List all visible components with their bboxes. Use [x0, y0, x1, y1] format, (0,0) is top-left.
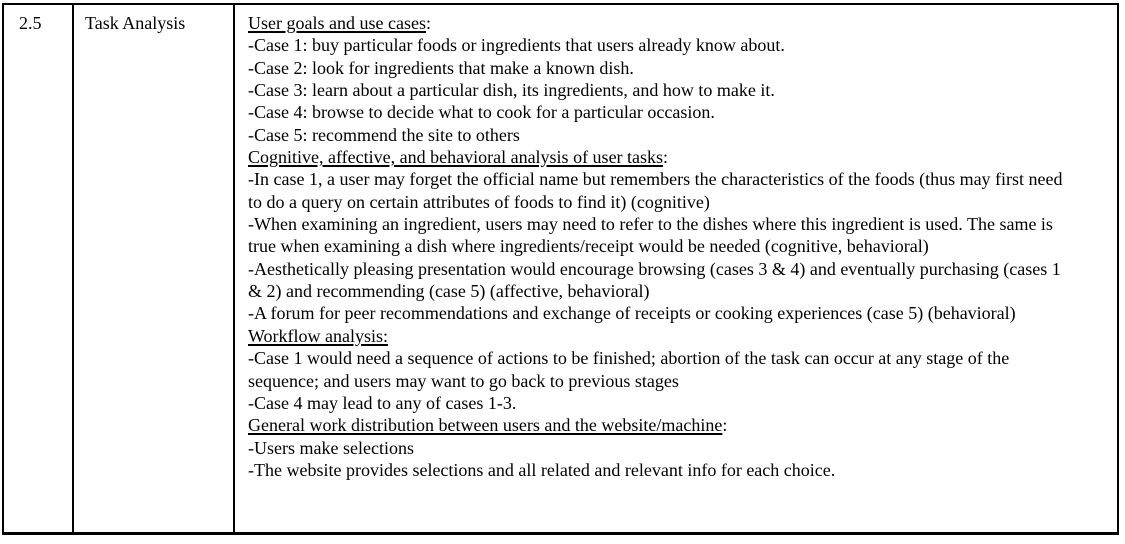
content-line: & 2) and recommending (case 5) (affective, behavioral)	[248, 281, 650, 302]
section-content-cell	[235, 5, 1117, 532]
content-line: -In case 1, a user may forget the official name but remembers the characteristics of the foods (thus may first need	[248, 169, 1063, 190]
content-line: -Case 2: look for ingredients that make a known dish.	[248, 57, 634, 78]
content-heading-line: Cognitive, affective, and behavioral analysis of user tasks:	[248, 147, 669, 168]
content-line: -Users make selections	[248, 437, 414, 458]
content-line: true when examining a dish where ingredients/receipt would be needed (cognitive, behavioral)	[248, 236, 929, 257]
content-line: sequence; and users may want to go back to previous stages	[248, 370, 679, 391]
content-line: -Aesthetically pleasing presentation would encourage browsing (cases 3 & 4) and eventually purchasing (cases 1	[248, 258, 1061, 279]
content-line: -Case 5: recommend the site to others	[248, 124, 520, 145]
underlined-heading-text: Cognitive, affective, and behavioral analysis of user tasks	[248, 147, 664, 168]
section-number-cell	[4, 5, 74, 532]
underlined-heading-text: Workflow analysis:	[248, 325, 389, 346]
content-line: -Case 4: browse to decide what to cook for a particular occasion.	[248, 102, 715, 123]
content-line: -Case 4 may lead to any of cases 1-3.	[248, 392, 517, 413]
content-heading-line: User goals and use cases:	[248, 13, 431, 33]
underlined-heading-text: User goals and use cases	[248, 13, 426, 33]
content-line: -When examining an ingredient, users may need to refer to the dishes where this ingredient is used. The same is	[248, 214, 1053, 235]
content-line: -Case 1: buy particular foods or ingredients that users already know about.	[248, 35, 785, 56]
content-heading-line: General work distribution between users and the website/machine:	[248, 415, 728, 436]
section-title: Task Analysis	[85, 13, 186, 33]
section-title-cell	[74, 5, 235, 532]
content-line: to do a query on certain attributes of foods to find it) (cognitive)	[248, 191, 710, 212]
content-line: -A forum for peer recommendations and exchange of receipts or cooking experiences (case 5) (behavioral)	[248, 303, 1016, 324]
task-analysis-table-row	[2, 3, 1119, 535]
section-number: 2.5	[19, 13, 42, 33]
content-heading-line	[248, 325, 1117, 347]
underlined-heading-text: General work distribution between users and the website/machine	[248, 415, 723, 436]
content-line: -Case 3: learn about a particular dish, its ingredients, and how to make it.	[248, 80, 775, 101]
content-line: -The website provides selections and all related and relevant info for each choice.	[248, 459, 836, 480]
content-line: -Case 1 would need a sequence of actions to be finished; abortion of the task can occur at any stage of the	[248, 348, 1010, 369]
